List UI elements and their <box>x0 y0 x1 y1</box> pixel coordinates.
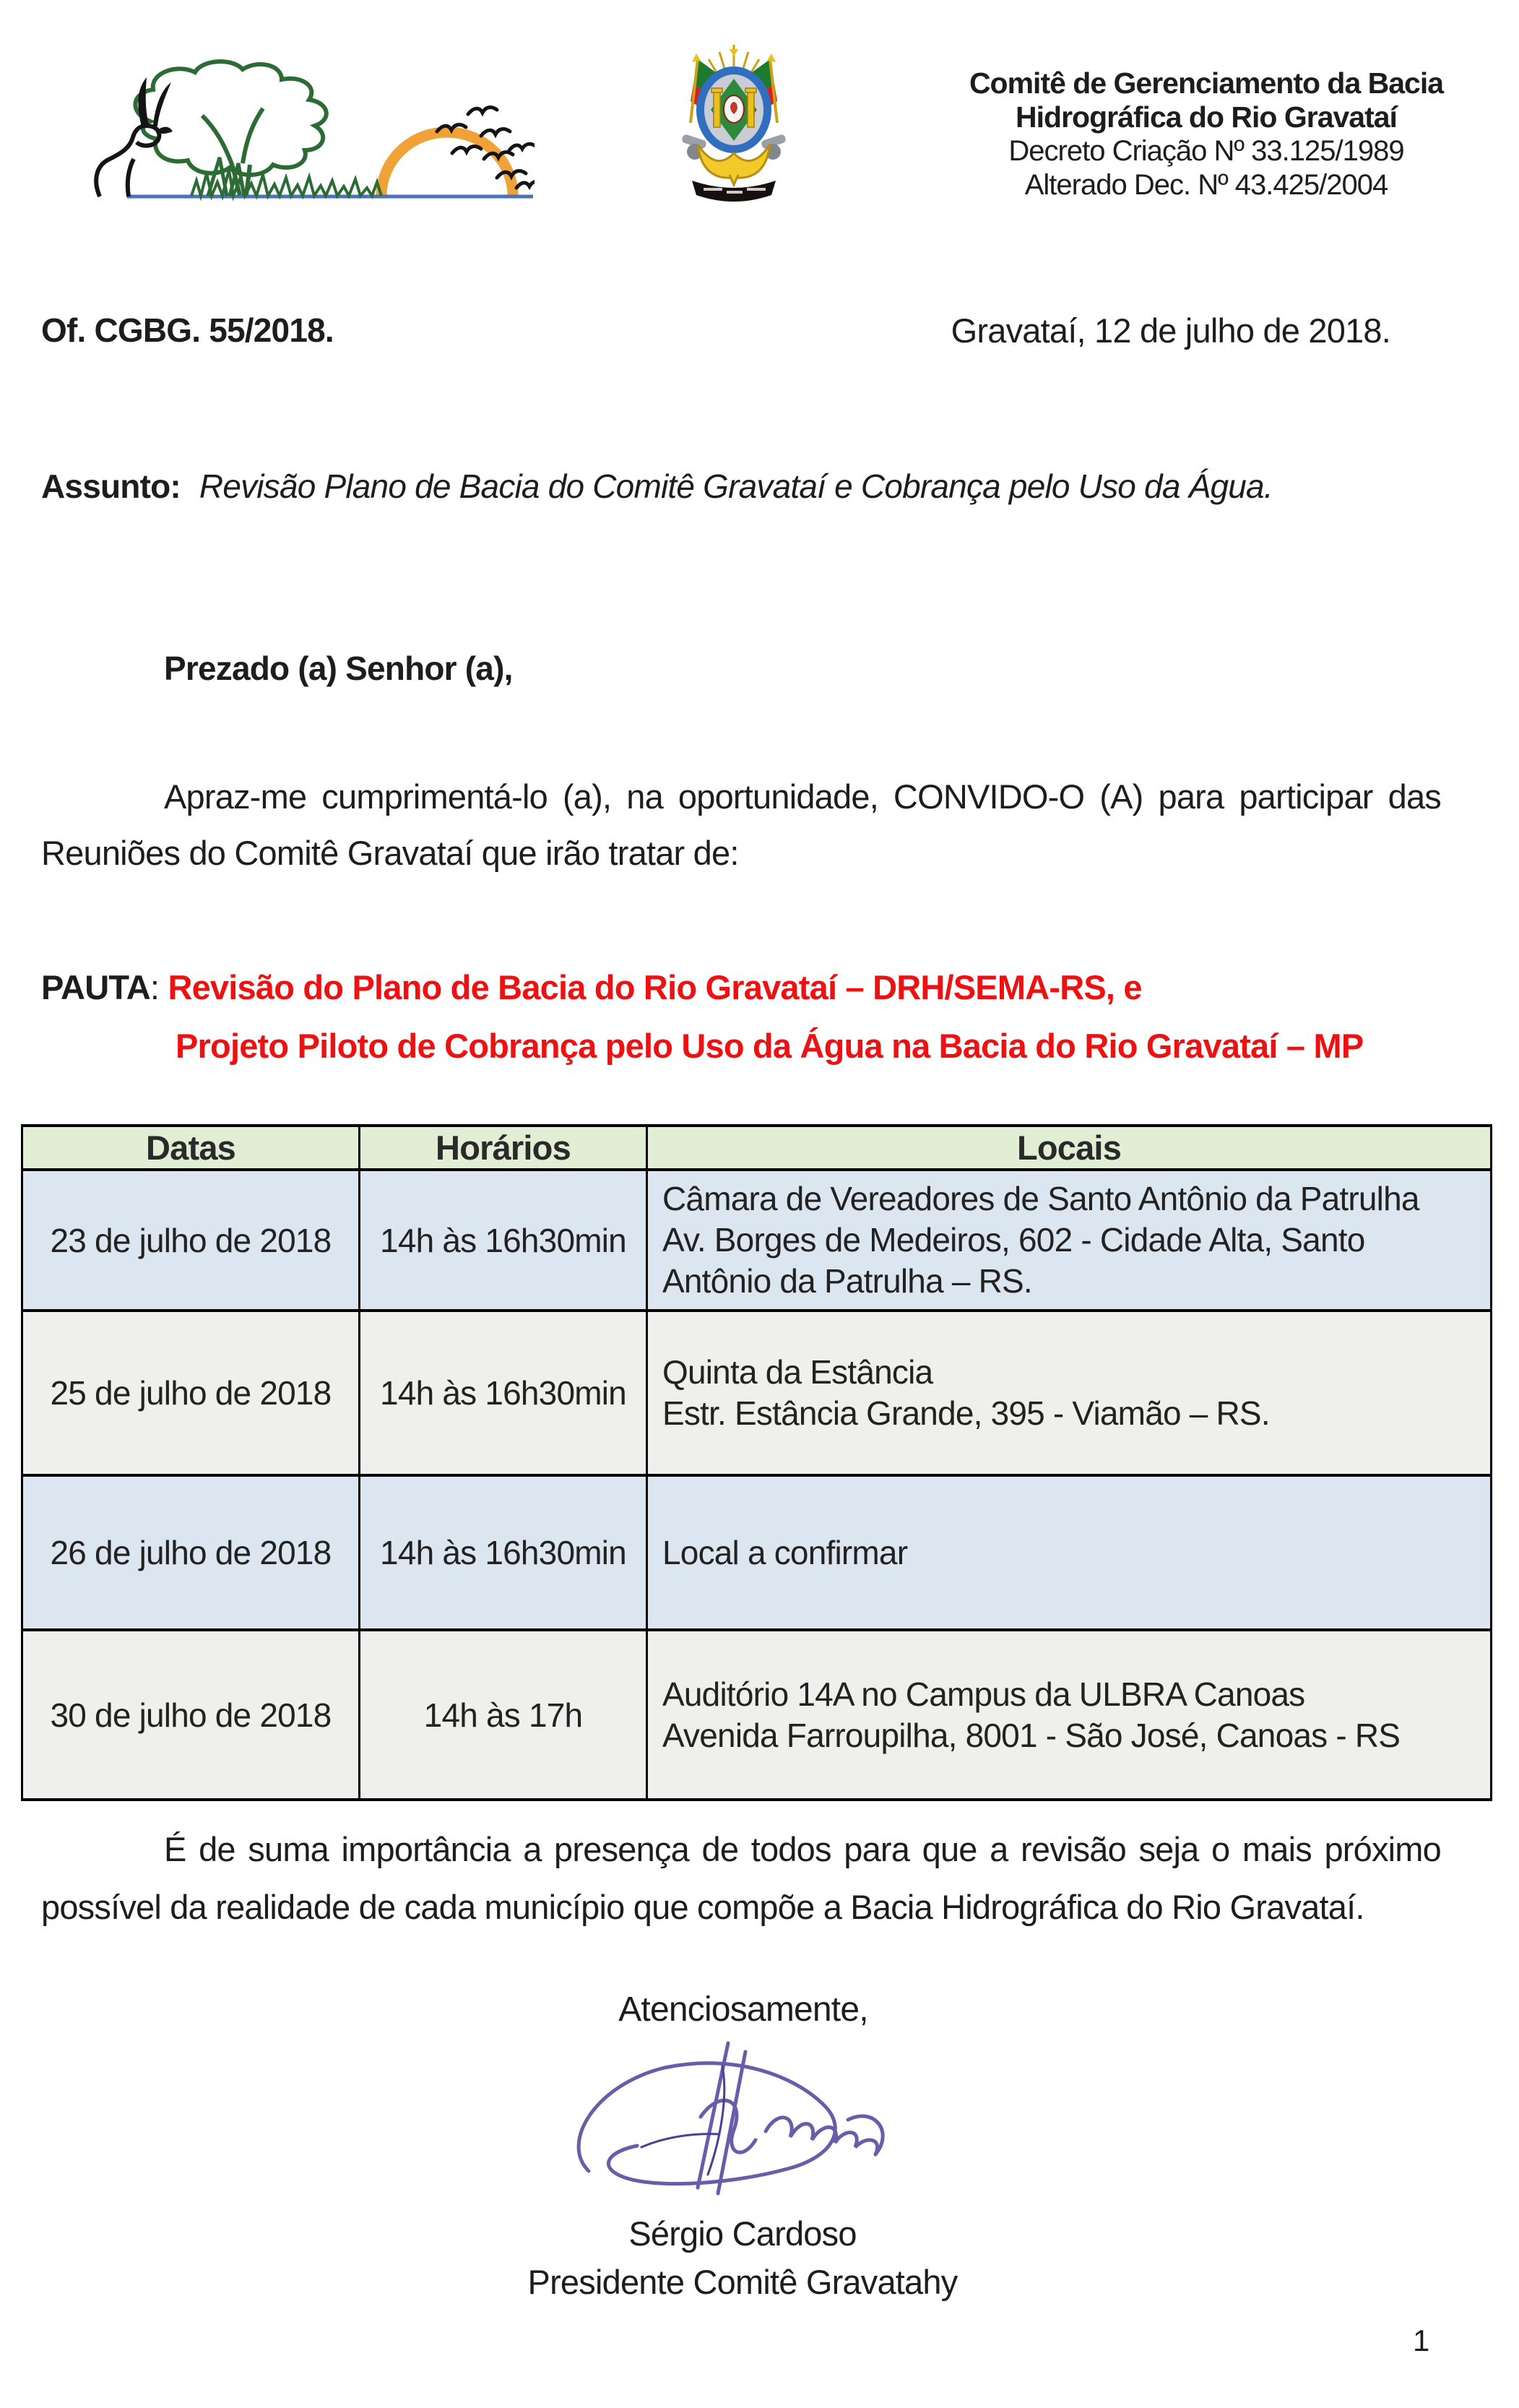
place-date: Gravataí, 12 de julho de 2018. <box>951 311 1390 350</box>
meeting-time: 14h às 16h30min <box>360 1475 647 1630</box>
org-name-line1: Comitê de Gerenciamento da Bacia <box>969 66 1444 100</box>
rio-grande-do-sul-coat-of-arms <box>676 39 792 213</box>
subject-text: Revisão Plano de Bacia do Comitê Gravataí e Cobrança pelo Uso da Água. <box>199 467 1273 505</box>
column-header-dates: Datas <box>22 1126 360 1170</box>
agenda-label: PAUTA <box>41 968 150 1006</box>
org-name-line2: Hidrográfica do Rio Gravataí <box>1016 100 1397 134</box>
table-header <box>22 1126 1492 1170</box>
location-line: Quinta da Estância <box>662 1353 933 1391</box>
signer-title: Presidente Comitê Gravatahy <box>527 2263 958 2301</box>
org-header-block <box>961 66 1452 202</box>
table-row <box>22 1311 1492 1475</box>
handwritten-signature <box>556 2023 903 2215</box>
meeting-location <box>647 1311 1492 1475</box>
location-line: Avenida Farroupilha, 8001 - São José, Canoas - RS <box>662 1716 1401 1754</box>
subject-label: Assunto: <box>41 467 181 505</box>
sun-arc <box>381 132 513 196</box>
table-row <box>22 1630 1492 1800</box>
coat-of-arms-graphic <box>676 39 792 205</box>
column-header-times: Horários <box>360 1126 647 1170</box>
agenda-block <box>41 958 1363 1075</box>
watershed-committee-logo <box>43 58 535 214</box>
meeting-date: 23 de julho de 2018 <box>22 1170 360 1311</box>
closing-line2: possível da realidade de cada município que compõe a Bacia Hidrográfica do Rio Gravataí. <box>41 1888 1364 1926</box>
table-row <box>22 1475 1492 1630</box>
deer-tree-sunrise-logo-graphic <box>43 58 535 206</box>
column-header-locations: Locais <box>647 1126 1492 1170</box>
subject-line <box>41 467 1441 506</box>
meeting-date: 30 de julho de 2018 <box>22 1630 360 1800</box>
intro-line2: Reuniões do Comitê Gravataí que irão tratar de: <box>41 834 739 872</box>
meeting-schedule-table <box>21 1124 1492 1801</box>
intro-paragraph <box>41 769 1441 881</box>
page-number: 1 <box>1413 2323 1429 2357</box>
closing-paragraph <box>41 1821 1441 1936</box>
meeting-date: 25 de julho de 2018 <box>22 1311 360 1475</box>
meeting-time: 14h às 16h30min <box>360 1311 647 1475</box>
agenda-line1 <box>41 958 1363 1017</box>
agenda-item1: Revisão do Plano de Bacia do Rio Gravataí – DRH/SEMA-RS, e <box>168 968 1142 1006</box>
location-line: Antônio da Patrulha – RS. <box>662 1262 1032 1300</box>
signature-block <box>0 2209 1485 2306</box>
agenda-line2 <box>41 1017 1363 1075</box>
location-line: Av. Borges de Medeiros, 602 - Cidade Alta, Santo <box>662 1221 1365 1259</box>
meeting-date: 26 de julho de 2018 <box>22 1475 360 1630</box>
valediction: Atenciosamente, <box>618 1990 868 2029</box>
document-reference: Of. CGBG. 55/2018. <box>41 311 334 349</box>
agenda-item2: Projeto Piloto de Cobrança pelo Uso da Água na Bacia do Rio Gravataí – MP <box>176 1027 1364 1065</box>
location-line: Câmara de Vereadores de Santo Antônio da Patrulha <box>662 1180 1419 1217</box>
sword-hilt <box>730 49 738 56</box>
decree-line2: Alterado Dec. Nº 43.425/2004 <box>1024 169 1388 201</box>
meeting-time: 14h às 16h30min <box>360 1170 647 1311</box>
location-line: Estr. Estância Grande, 395 - Viamão – RS. <box>662 1394 1270 1432</box>
location-line: Local a confirmar <box>662 1533 908 1571</box>
signer-name: Sérgio Cardoso <box>628 2214 857 2253</box>
deer-ear <box>157 127 173 134</box>
meeting-location <box>647 1475 1492 1630</box>
agenda-separator: : <box>150 968 160 1006</box>
drapery-tail <box>730 175 738 185</box>
meeting-location <box>647 1170 1492 1311</box>
closing-line1: É de suma importância a presença de todos para que a revisão seja o mais próximo <box>164 1830 1441 1868</box>
meeting-location <box>647 1630 1492 1800</box>
meeting-time: 14h às 17h <box>360 1630 647 1800</box>
intro-line1: Apraz-me cumprimentá-lo (a), na oportunidade, CONVIDO-O (A) para participar das <box>164 777 1441 816</box>
reference-row <box>41 311 1441 350</box>
decree-line1: Decreto Criação Nº 33.125/1989 <box>1008 135 1404 167</box>
table-row <box>22 1170 1492 1311</box>
signature-graphic <box>556 2023 903 2207</box>
salutation: Prezado (a) Senhor (a), <box>164 650 513 687</box>
location-line: Auditório 14A no Campus da ULBRA Canoas <box>662 1675 1305 1713</box>
